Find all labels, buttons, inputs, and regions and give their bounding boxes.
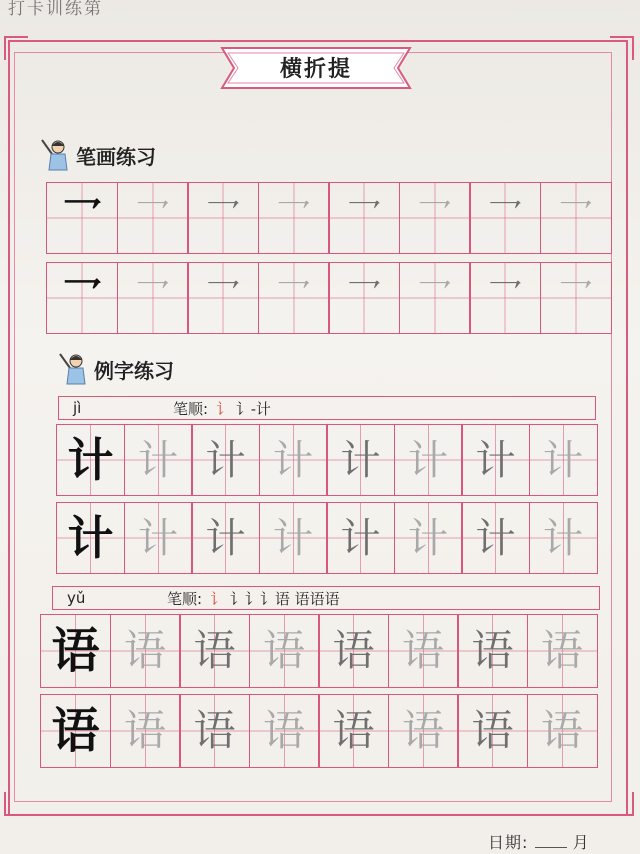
practice-glyph: 乛 (416, 277, 453, 319)
practice-cell (326, 502, 395, 574)
model-glyph: 乛 (62, 194, 102, 241)
boy-with-brush-icon (40, 138, 70, 172)
practice-cell (124, 502, 193, 574)
practice-glyph: 计 (407, 435, 449, 484)
practice-glyph: 语 (262, 625, 306, 675)
practice-cell (187, 262, 259, 334)
practice-glyph: 乛 (205, 277, 241, 319)
stroke-order-label: 笔顺: (167, 589, 203, 608)
practice-cell (399, 182, 471, 254)
model-glyph: 计 (67, 433, 114, 487)
practice-glyph: 计 (205, 435, 246, 484)
practice-cell (56, 424, 125, 496)
practice-glyph: 乛 (134, 197, 171, 239)
practice-glyph: 乛 (416, 197, 453, 239)
practice-glyph: 计 (475, 513, 516, 562)
model-glyph: 语 (51, 623, 100, 679)
practice-cell (40, 694, 111, 768)
top-text: 打卡训练第 (8, 0, 103, 19)
practice-cell (249, 614, 320, 688)
practice-cell (461, 502, 530, 574)
practice-glyph: 语 (332, 705, 375, 755)
practice-glyph: 语 (401, 705, 445, 755)
practice-cell (394, 424, 463, 496)
practice-cell (124, 424, 193, 496)
model-glyph: 乛 (62, 274, 102, 321)
practice-glyph: 计 (542, 513, 584, 562)
practice-cell (469, 262, 541, 334)
practice-cell (249, 694, 320, 768)
example-section-heading (58, 352, 174, 386)
model-glyph: 计 (67, 511, 114, 565)
practice-cell (117, 262, 189, 334)
stroke-order-label: 笔顺: (173, 399, 209, 418)
practice-cell (187, 182, 259, 254)
practice-glyph: 语 (332, 625, 375, 675)
practice-cell (328, 182, 400, 254)
practice-glyph: 语 (471, 705, 514, 755)
char-practice-row (56, 502, 596, 574)
practice-cell (527, 694, 598, 768)
practice-cell (399, 262, 471, 334)
practice-cell (394, 502, 463, 574)
practice-cell (388, 694, 459, 768)
practice-glyph: 乛 (134, 277, 171, 319)
practice-cell (461, 424, 530, 496)
practice-cell (258, 182, 330, 254)
practice-cell (110, 694, 181, 768)
practice-glyph: 乛 (487, 197, 523, 239)
practice-cell (540, 262, 612, 334)
practice-cell (457, 694, 528, 768)
char-info-bar (52, 586, 600, 610)
practice-cell (326, 424, 395, 496)
date-field (488, 830, 590, 853)
practice-cell (259, 502, 328, 574)
practice-glyph: 乛 (275, 197, 312, 239)
practice-cell (46, 262, 118, 334)
corner-ornament (610, 792, 634, 816)
practice-cell (469, 182, 541, 254)
practice-cell (110, 614, 181, 688)
practice-cell (117, 182, 189, 254)
practice-cell (56, 502, 125, 574)
practice-cell (388, 614, 459, 688)
practice-glyph: 计 (272, 513, 314, 562)
title-banner (212, 40, 420, 96)
practice-glyph: 语 (262, 705, 306, 755)
corner-ornament (4, 36, 28, 60)
practice-glyph: 语 (123, 625, 167, 675)
practice-cell (540, 182, 612, 254)
char-practice-row (40, 694, 596, 768)
practice-glyph: 乛 (557, 277, 594, 319)
practice-cell (527, 614, 598, 688)
practice-cell (328, 262, 400, 334)
practice-glyph: 乛 (205, 197, 241, 239)
practice-glyph: 计 (542, 435, 584, 484)
stroke-order: 讠 讠讠讠语 语语语 (210, 589, 340, 608)
practice-glyph: 语 (471, 625, 514, 675)
practice-glyph: 乛 (487, 277, 523, 319)
model-glyph: 语 (51, 703, 100, 759)
practice-glyph: 乛 (346, 277, 382, 319)
header-text (8, 0, 103, 19)
practice-glyph: 乛 (557, 197, 594, 239)
practice-cell (40, 614, 111, 688)
practice-cell (191, 502, 260, 574)
practice-glyph: 计 (205, 513, 246, 562)
page-title: 横折提 (279, 57, 352, 82)
practice-cell (529, 502, 598, 574)
char-info-bar (58, 396, 596, 420)
practice-cell (191, 424, 260, 496)
corner-ornament (610, 36, 634, 60)
stroke-practice-row (46, 182, 610, 254)
practice-cell (318, 694, 389, 768)
practice-cell (529, 424, 598, 496)
practice-glyph: 语 (193, 625, 236, 675)
stroke-practice-row (46, 262, 610, 334)
practice-glyph: 计 (407, 513, 449, 562)
practice-cell (457, 614, 528, 688)
practice-glyph: 乛 (275, 277, 312, 319)
practice-glyph: 计 (340, 513, 381, 562)
practice-cell (179, 694, 250, 768)
practice-glyph: 语 (540, 625, 584, 675)
example-section-label: 例字练习 (94, 358, 174, 383)
char-practice-row (56, 424, 596, 496)
practice-cell (318, 614, 389, 688)
date-label: 日期: (488, 833, 529, 852)
practice-cell (179, 614, 250, 688)
practice-glyph: 语 (540, 705, 584, 755)
stroke-section-label: 笔画练习 (76, 144, 156, 169)
pinyin: yǔ (67, 589, 86, 607)
stroke-section-heading (40, 138, 156, 172)
practice-glyph: 计 (272, 435, 314, 484)
practice-glyph: 语 (123, 705, 167, 755)
practice-glyph: 计 (137, 435, 179, 484)
practice-glyph: 乛 (346, 197, 382, 239)
boy-with-brush-icon (58, 352, 88, 386)
practice-cell (258, 262, 330, 334)
practice-glyph: 计 (137, 513, 179, 562)
practice-cell (46, 182, 118, 254)
char-practice-row (40, 614, 596, 688)
month-label: 月 (572, 833, 590, 852)
stroke-order: 讠 讠-计 (216, 399, 271, 418)
practice-glyph: 语 (401, 625, 445, 675)
practice-glyph: 语 (193, 705, 236, 755)
corner-ornament (4, 792, 28, 816)
pinyin: jì (73, 399, 82, 417)
practice-glyph: 计 (475, 435, 516, 484)
practice-glyph: 计 (340, 435, 381, 484)
practice-cell (259, 424, 328, 496)
